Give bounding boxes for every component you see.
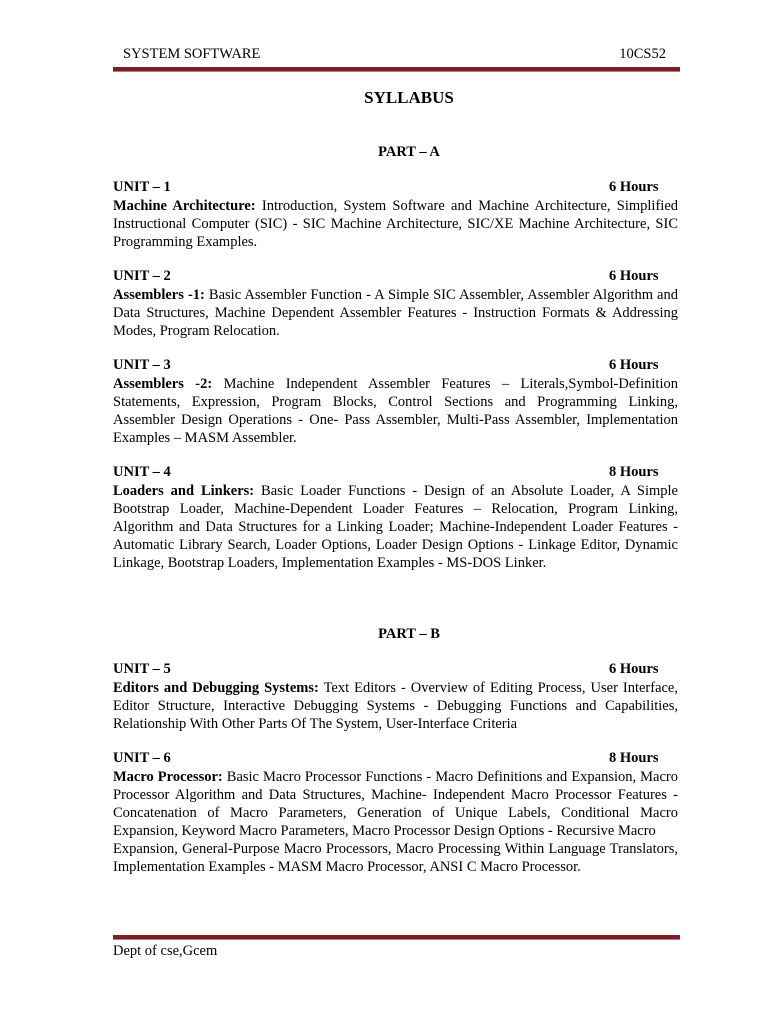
- unit-5-title: UNIT – 5: [113, 661, 171, 677]
- unit-1-topic: Machine Architecture:: [113, 198, 256, 214]
- unit-6-hours: 8 Hours: [609, 750, 659, 766]
- unit-1-description: [113, 197, 678, 251]
- unit-6: [113, 750, 678, 876]
- header-rule: [113, 67, 680, 72]
- page-footer: Dept of cse,Gcem: [113, 943, 218, 959]
- unit-4-hours: 8 Hours: [609, 464, 659, 480]
- unit-1: [113, 179, 678, 251]
- unit-5-topic: Editors and Debugging Systems:: [113, 680, 319, 696]
- unit-3-header: [113, 357, 678, 375]
- unit-1-text: Introduction, System Software and Machine Architecture, Simplified Instructional Computer (SIC) - SIC Machine Architecture, SIC/XE Machine Architecture, SIC Programming Examples.: [113, 198, 679, 250]
- unit-4: [113, 464, 678, 572]
- unit-6-topic: Macro Processor:: [113, 769, 223, 785]
- unit-6-description: [113, 768, 678, 840]
- unit-1-hours: 6 Hours: [609, 179, 659, 195]
- unit-1-header: [113, 179, 678, 197]
- unit-2: [113, 268, 678, 340]
- unit-4-description: [113, 482, 678, 572]
- unit-2-topic: Assemblers -1:: [113, 287, 205, 303]
- unit-3-hours: 6 Hours: [609, 357, 659, 373]
- unit-5-header: [113, 661, 678, 679]
- unit-6-header: [113, 750, 678, 768]
- footer-rule: [113, 935, 680, 940]
- page-header: [113, 46, 666, 64]
- unit-2-title: UNIT – 2: [113, 268, 171, 284]
- unit-2-hours: 6 Hours: [609, 268, 659, 284]
- unit-1-title: UNIT – 1: [113, 179, 171, 195]
- unit-3-description: [113, 375, 678, 447]
- unit-5-text: Text Editors - Overview of Editing Process, User Interface, Editor Structure, Interactive Debugging Systems - Debugging Functions and Capabilities, Relationship With Other Parts Of The System, User-Interface Criteria: [113, 680, 678, 732]
- unit-3: [113, 357, 678, 447]
- unit-3-topic: Assemblers -2:: [113, 376, 213, 392]
- unit-4-header: [113, 464, 678, 482]
- unit-5-hours: 6 Hours: [609, 661, 659, 677]
- page-title: SYLLABUS: [364, 88, 454, 107]
- unit-4-topic: Loaders and Linkers:: [113, 483, 255, 499]
- part-a-heading: PART – A: [378, 144, 440, 160]
- unit-3-text: Machine Independent Assembler Features – Literals,Symbol-Definition Statements, Expression, Program Blocks, Control Sections and Programming Linking, Assembler Design Operations - One- Pass Assembler, Multi-Pass Assembler, Implementation Examples – MASM Assembler.: [113, 376, 678, 446]
- header-course-code: 10CS52: [619, 46, 666, 62]
- unit-5: [113, 661, 678, 733]
- header-course-name: SYSTEM SOFTWARE: [123, 46, 261, 62]
- unit-5-description: [113, 679, 678, 733]
- unit-4-text: Basic Loader Functions - Design of an Absolute Loader, A Simple Bootstrap Loader, Machine-Dependent Loader Features – Relocation, Program Linking, Algorithm and Data Structures for a Linking Loader; Machine-Independent Loader Features - Automatic Library Search, Loader Options, Loader Design Options - Linkage Editor, Dynamic Linkage, Bootstrap Loaders, Implementation Examples - MS-DOS Linker.: [113, 483, 678, 571]
- unit-2-header: [113, 268, 678, 286]
- part-b-heading: PART – B: [378, 626, 440, 642]
- unit-6-title: UNIT – 6: [113, 750, 171, 766]
- unit-3-title: UNIT – 3: [113, 357, 171, 373]
- unit-4-title: UNIT – 4: [113, 464, 171, 480]
- unit-2-description: [113, 286, 678, 340]
- unit-6-description-continued: Expansion, General-Purpose Macro Processors, Macro Processing Within Language Translators, Implementation Examples - MASM Macro Processor, ANSI C Macro Processor.: [113, 841, 678, 875]
- unit-2-text: Basic Assembler Function - A Simple SIC Assembler, Assembler Algorithm and Data Structures, Machine Dependent Assembler Features - Instruction Formats & Addressing Modes, Program Relocation.: [113, 287, 678, 339]
- unit-6-text: Basic Macro Processor Functions - Macro Definitions and Expansion, Macro Processor Algorithm and Data Structures, Machine- Independent Macro Processor Features - Concatenation of Macro Parameters, Generation of Unique Labels, Conditional Macro Expansion, Keyword Macro Parameters, Macro Processor Design Options - Recursive Macro: [113, 769, 679, 839]
